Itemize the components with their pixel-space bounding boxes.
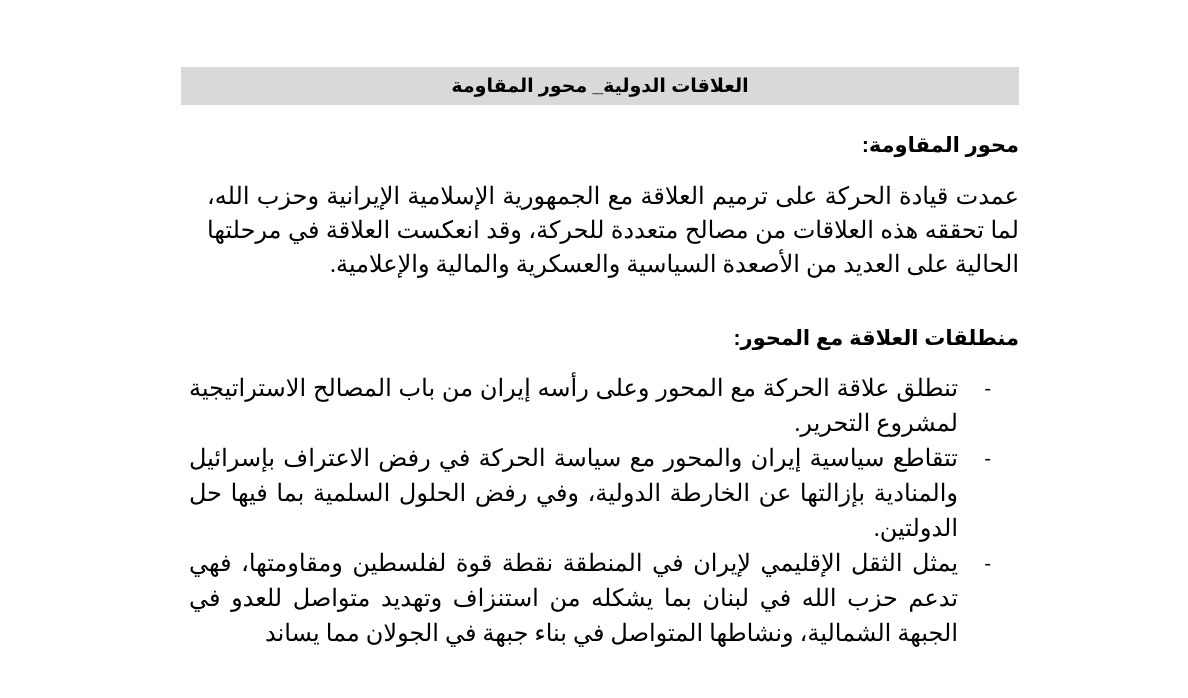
bullet-marker: - xyxy=(984,448,991,470)
bullet-text: تتقاطع سياسية إيران والمحور مع سياسة الحركة في رفض الاعتراف بإسرائيل والمنادية بإزالتها عن الخارطة الدولية، وفي رفض الحلول السلمية بما فيها حل الدولتين. xyxy=(189,446,958,542)
document-title-bar xyxy=(181,67,1019,105)
bullet-text: تنطلق علاقة الحركة مع المحور وعلى رأسه إيران من باب المصالح الاستراتيجية لمشروع التحرير. xyxy=(189,376,958,437)
foundations-bullet-list xyxy=(189,372,1019,652)
intro-paragraph: عمدت قيادة الحركة على ترميم العلاقة مع الجمهورية الإسلامية الإيرانية وحزب الله، لما تحققه هذه العلاقات من مصالح متعددة للحركة، وقد انعكست العلاقة في مرحلتها الحالية على العديد من الأصعدة السياسية والعسكرية والمالية والإعلامية. xyxy=(207,184,1019,278)
section-heading-resistance-axis: محور المقاومة: xyxy=(861,134,1019,157)
bullet-marker: - xyxy=(984,378,991,400)
document-title: العلاقات الدولية_ محور المقاومة xyxy=(451,75,749,97)
bullet-text: يمثل الثقل الإقليمي لإيران في المنطقة نقطة قوة لفلسطين ومقاومتها، فهي تدعم حزب الله في لبنان بما يشكله من استنزاف وتهديد متواصل للعدو في الجبهة الشمالية، ونشاطها المتواصل في بناء جبهة في الجولان مما يساند xyxy=(189,551,958,647)
list-item xyxy=(189,442,1019,547)
bullet-marker: - xyxy=(984,553,991,575)
section-heading-relationship-foundations: منطلقات العلاقة مع المحور: xyxy=(733,327,1019,350)
list-item xyxy=(189,547,1019,652)
list-item xyxy=(189,372,1019,442)
